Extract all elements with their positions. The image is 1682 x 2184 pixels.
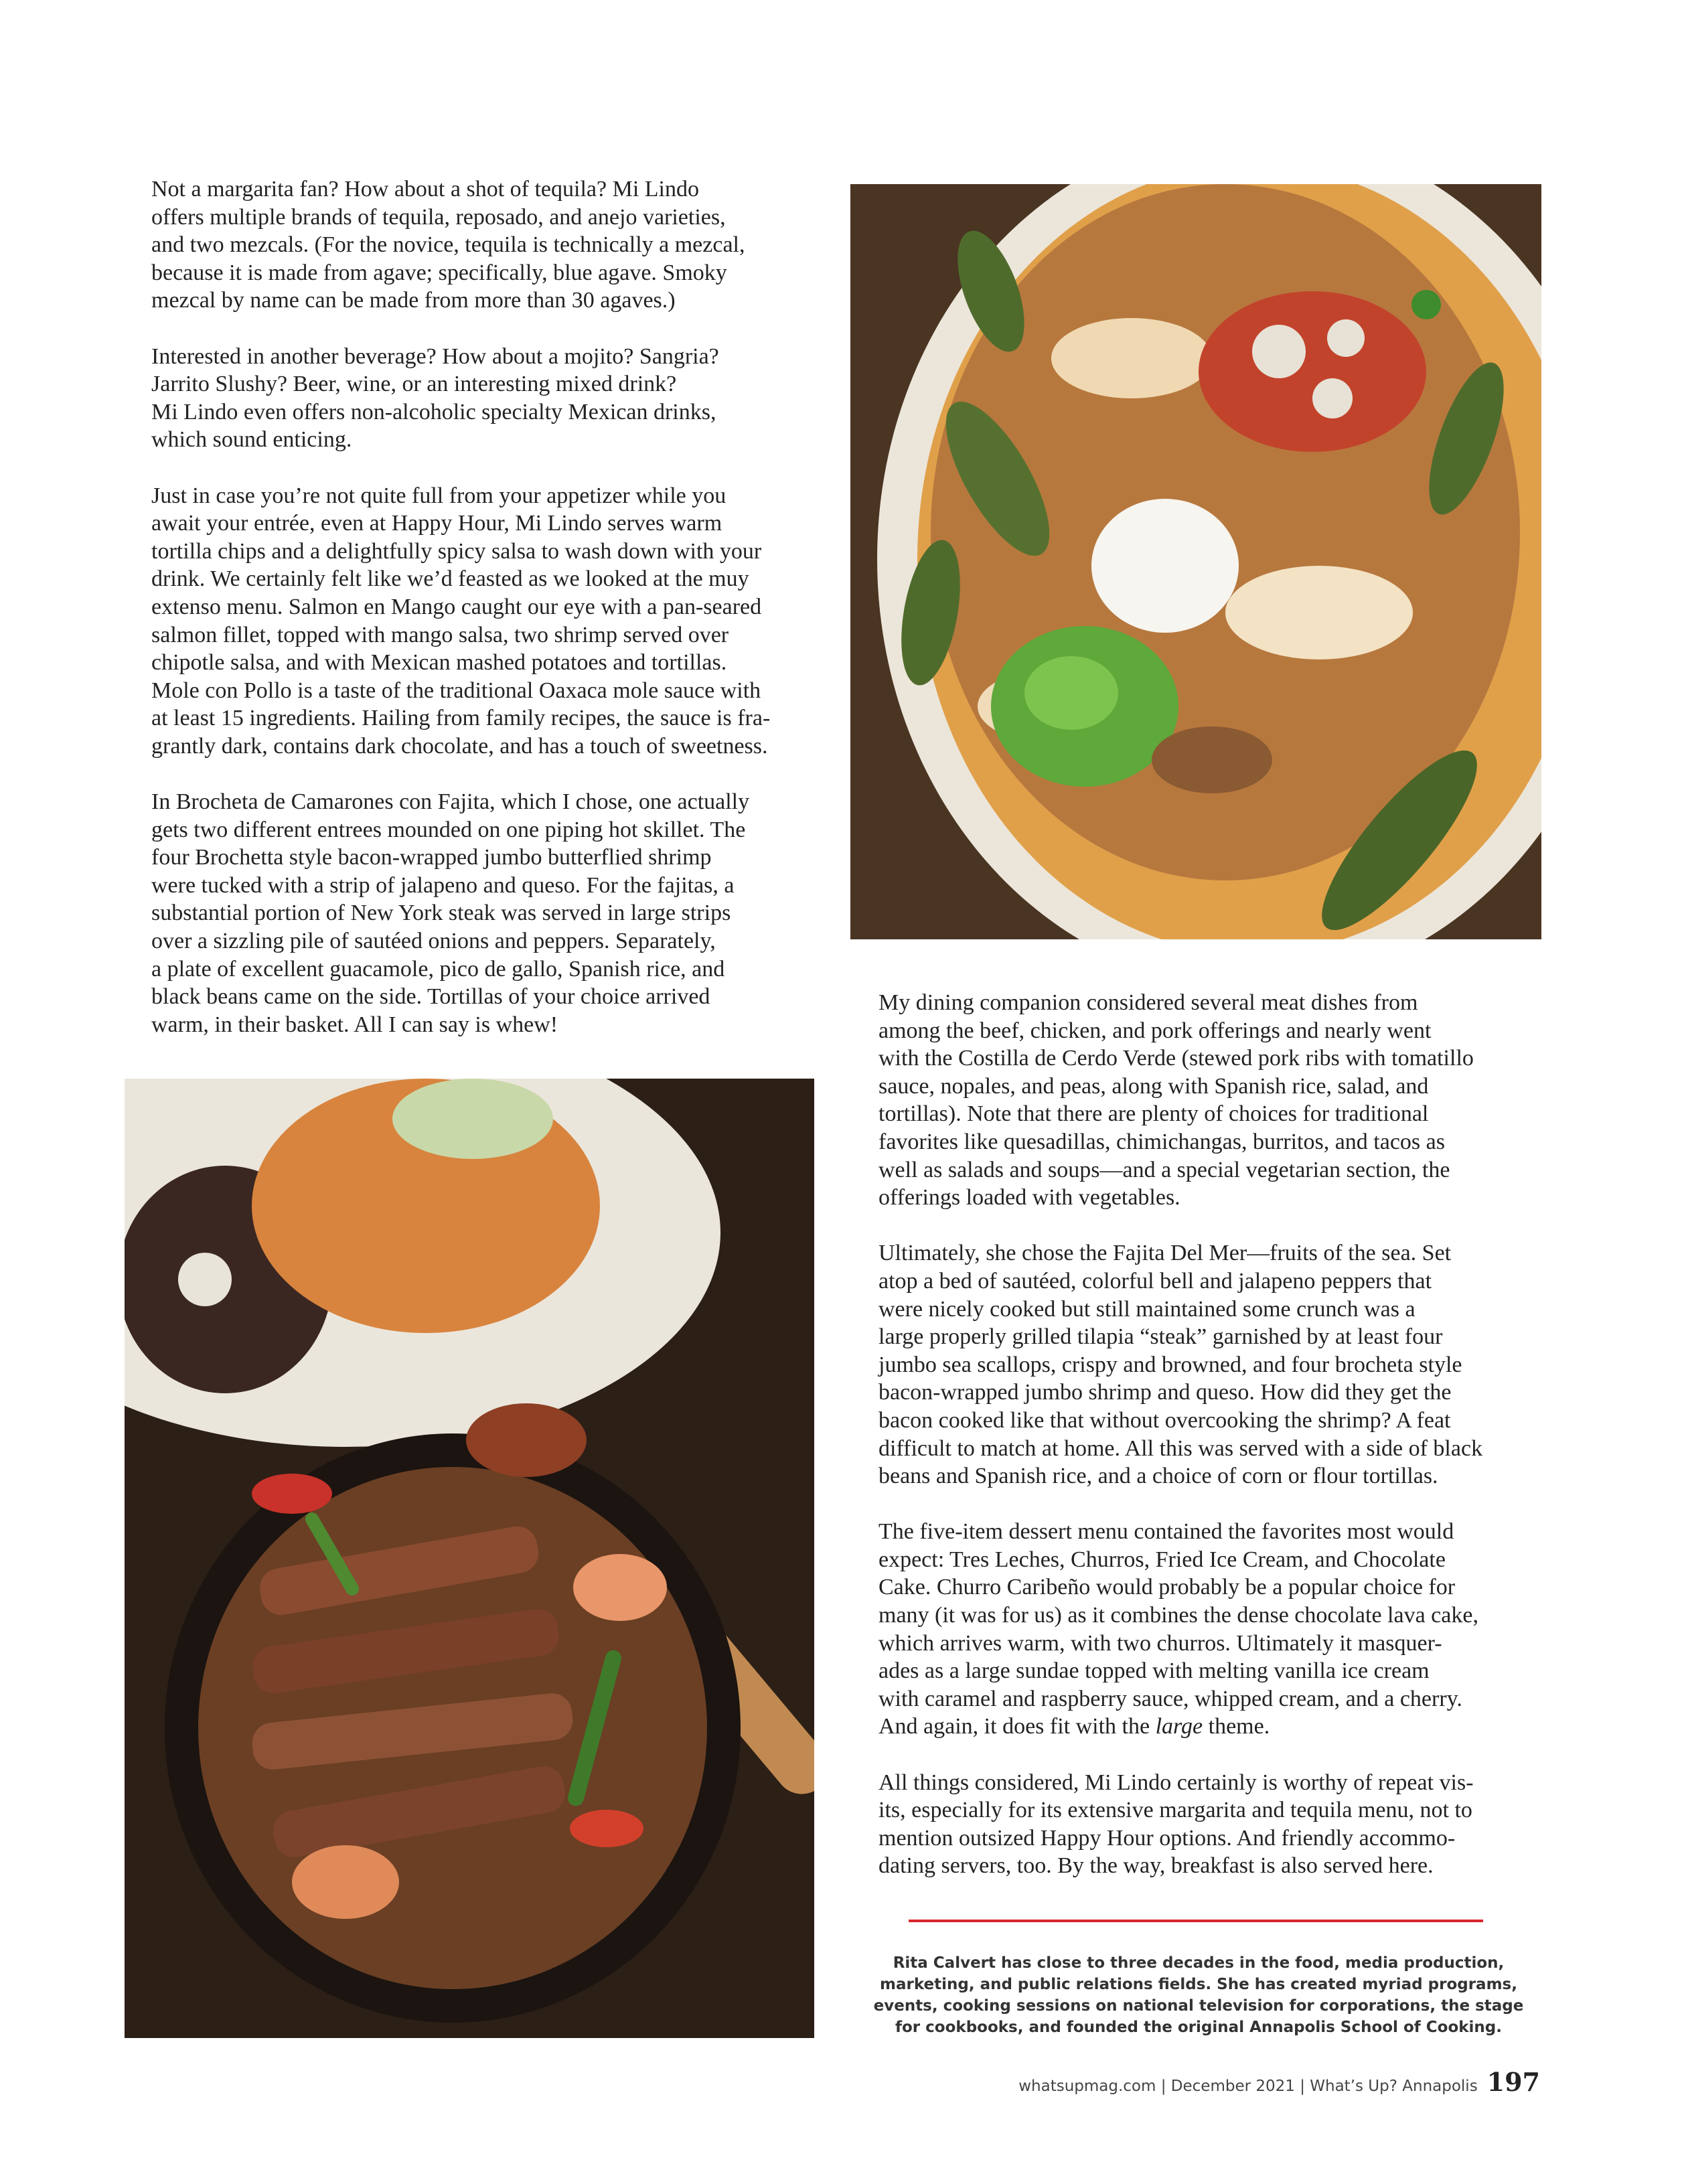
fajita-skillet-photo [125,1079,814,2038]
paragraph-closing: All things considered, Mi Lindo certainly is worthy of repeat vis- its, especially for its extensive margarita and tequila menu, not to mention outsized Happy Hour options. And friendly accommo- dating servers, too. By the way, breakfast is also served here. [878,1770,1474,1879]
bio-divider-rule [909,1920,1483,1922]
paragraph-beverages: Interested in another beverage? How about a mojito? Sangria? Jarrito Slushy? Beer, wine, or an interesting mixed drink? Mi Lindo even offers non-alcoholic specialty Mexican drinks, which sound enticing. [151,343,719,453]
fajita-illustration [125,1079,814,2038]
page-number: 197 [1486,2067,1540,2097]
nachos-photo [850,184,1541,939]
paragraph-companion-choices: My dining companion considered several meat dishes from among the beef, chicken, and pork offerings and nearly went with the Costilla de Cerdo Verde (stewed pork ribs with tomatillo sauce, nopales, and peas, along with Spanish rice, salad, and tortillas). Note that there are plenty of choices for traditional favorites like quesadillas, chimichangas, burritos, and tacos as well as salads and soups—and a special vegetarian section, the offerings loaded with vegetables. [878,990,1474,1211]
paragraph-brocheta: In Brocheta de Camarones con Fajita, which I chose, one actually gets two different entrees mounded on one piping hot skillet. The four Brochetta style bacon-wrapped jumbo butterflied shrimp were tucked with a strip of jalapeno and queso. For the fajitas, a substantial portion of New York steak was served in large strips over a sizzling pile of sautéed onions and peppers. Separately, a plate of excellent guacamole, pico de gallo, Spanish rice, and black beans came on the side. Tortillas of your choice arrived warm, in their basket. All I can say is whew! [151,789,750,1037]
paragraph-appetizer-menu: Just in case you’re not quite full from your appetizer while you await your entrée, even at Happy Hour, Mi Lindo serves warm tortilla chips and a delightfully spicy salsa to wash down with your drink. We certainly felt like we’d feasted as we looked at the muy extenso menu. Salmon en Mango caught our eye with a pan-seared salmon fillet, topped with mango salsa, two shrimp served over chipotle salsa, and with Mexican mashed potatoes and tortillas. Mole con Pollo is a taste of the traditional Oaxaca mole sauce with at least 15 ingredients. Hailing from family recipes, the sauce is fra- grantly dark, contains dark chocolate, and has a touch of sweetness. [151,483,771,759]
nachos-illustration [850,184,1541,939]
footer-publication-info: whatsupmag.com | December 2021 | What’s Up? Annapolis [1018,2078,1478,2095]
author-bio: Rita Calvert has close to three decades in the food, media production, marketing, and public relations fields. She has created myriad programs, events, cooking sessions on national television for corporations, the stage for cookbooks, and founded the original Annapolis School of Cooking. [873,1954,1524,2036]
dessert-text-start: The five-item dessert menu contained the favorites most would expect: Tres Leches, Churros, Fried Ice Cream, and Chocolate Cake. Churro Caribeño would probably be a popular choice for many (it was for us) as it combines the dense chocolate lava cake, which arrives warm, with two churros. Ultimately it masquer- ades as a large sundae topped with melting vanilla ice cream with caramel and raspberry sauce, whipped cream, and a cherry. And again, it does fit with the [878,1519,1478,1739]
dessert-italic-word: large [1155,1714,1203,1739]
article-column-left [151,175,794,1038]
paragraph-fajita-del-mer: Ultimately, she chose the Fajita Del Mer—fruits of the sea. Set atop a bed of sautéed, colorful bell and jalapeno peppers that were nicely cooked but still maintained some crunch was a large properly grilled tilapia “steak” garnished by at least four jumbo sea scallops, crispy and browned, and four brocheta style bacon-wrapped jumbo shrimp and queso. How did they get the bacon cooked like that without overcooking the shrimp? A feat difficult to match at home. All this was served with a side of black beans and Spanish rice, and a choice of corn or flour tortillas. [878,1241,1483,1489]
paragraph-dessert [878,1518,1521,1741]
paragraph-tequila: Not a margarita fan? How about a shot of tequila? Mi Lindo offers multiple brands of tequila, reposado, and anejo varieties, and two mezcals. (For the novice, tequila is technically a mezcal, because it is made from agave; specifically, blue agave. Smoky mezcal by name can be made from more than 30 agaves.) [151,177,745,313]
dessert-text-end: theme. [1203,1714,1270,1739]
page-footer [1018,2067,1540,2097]
article-column-right [878,989,1521,1880]
